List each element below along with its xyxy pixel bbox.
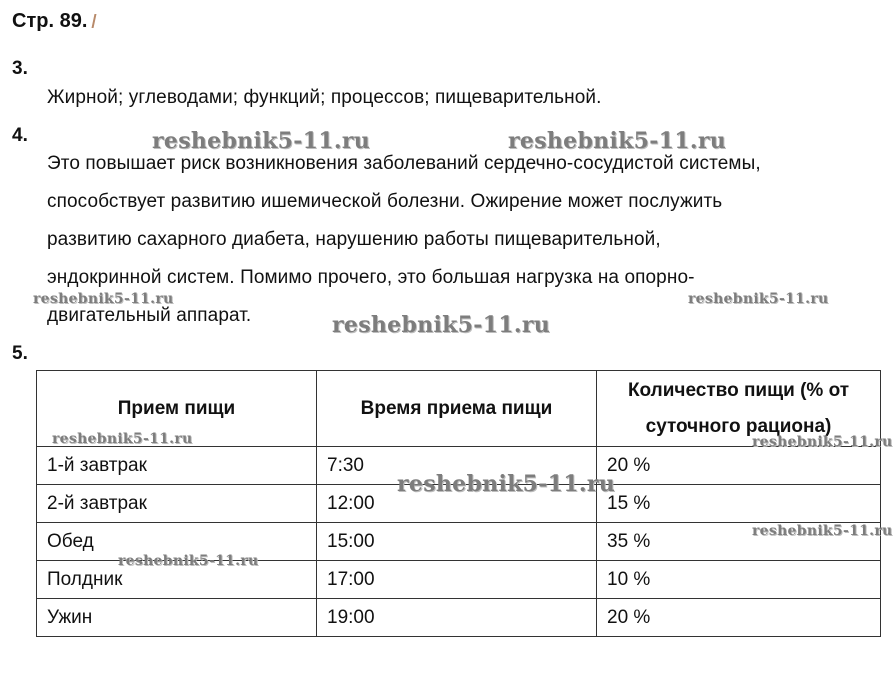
cell-meal: Обед [37,523,317,561]
table-row [37,447,881,485]
watermark: reshebnik5-11.ru [33,291,174,307]
task-4-number: 4. [12,125,28,146]
cell-meal: Ужин [37,599,317,637]
watermark: reshebnik5-11.ru [508,128,727,154]
meal-schedule-table [36,370,881,637]
watermark: reshebnik5-11.ru [752,434,893,450]
watermark: reshebnik5-11.ru [688,291,829,307]
task-4-line: Это повышает риск возникновения заболеваний сердечно-сосудистой системы, [47,153,761,174]
task-5-number: 5. [12,343,28,364]
table-row [37,599,881,637]
table-row [37,523,881,561]
task-4-line: эндокринной систем. Помимо прочего, это большая нагрузка на опорно- [47,267,695,288]
table-row [37,485,881,523]
column-header-amount: Количество пищи (% от суточного рациона) [597,371,881,447]
watermark: reshebnik5-11.ru [397,471,616,497]
watermark: reshebnik5-11.ru [752,523,893,539]
cell-meal: 2-й завтрак [37,485,317,523]
watermark: reshebnik5-11.ru [152,128,371,154]
table-header-row [37,371,881,447]
task-4-line: двигательный аппарат. [47,305,252,326]
task-3-answer: Жирной; углеводами; функций; процессов; пищеварительной. [47,87,602,108]
task-4-line: развитию сахарного диабета, нарушению работы пищеварительной, [47,229,661,250]
task-3-number: 3. [12,58,28,79]
pen-mark-icon [92,14,97,28]
cell-amount: 20 % [597,447,881,485]
watermark: reshebnik5-11.ru [52,431,193,447]
column-header-meal: Прием пищи [37,371,317,447]
cell-amount: 20 % [597,599,881,637]
cell-amount: 10 % [597,561,881,599]
cell-amount: 15 % [597,485,881,523]
page-title [12,6,95,36]
cell-time: 15:00 [317,523,597,561]
column-header-time: Время приема пищи [317,371,597,447]
task-4-line: способствует развитию ишемической болезни. Ожирение может послужить [47,191,723,212]
page-label: Стр. 89. [12,10,88,32]
cell-time: 19:00 [317,599,597,637]
watermark: reshebnik5-11.ru [332,312,551,338]
cell-time: 17:00 [317,561,597,599]
table-row [37,561,881,599]
cell-time: 7:30 [317,447,597,485]
cell-time: 12:00 [317,485,597,523]
cell-meal: Полдник [37,561,317,599]
watermark: reshebnik5-11.ru [118,553,259,569]
cell-amount: 35 % [597,523,881,561]
cell-meal: 1-й завтрак [37,447,317,485]
